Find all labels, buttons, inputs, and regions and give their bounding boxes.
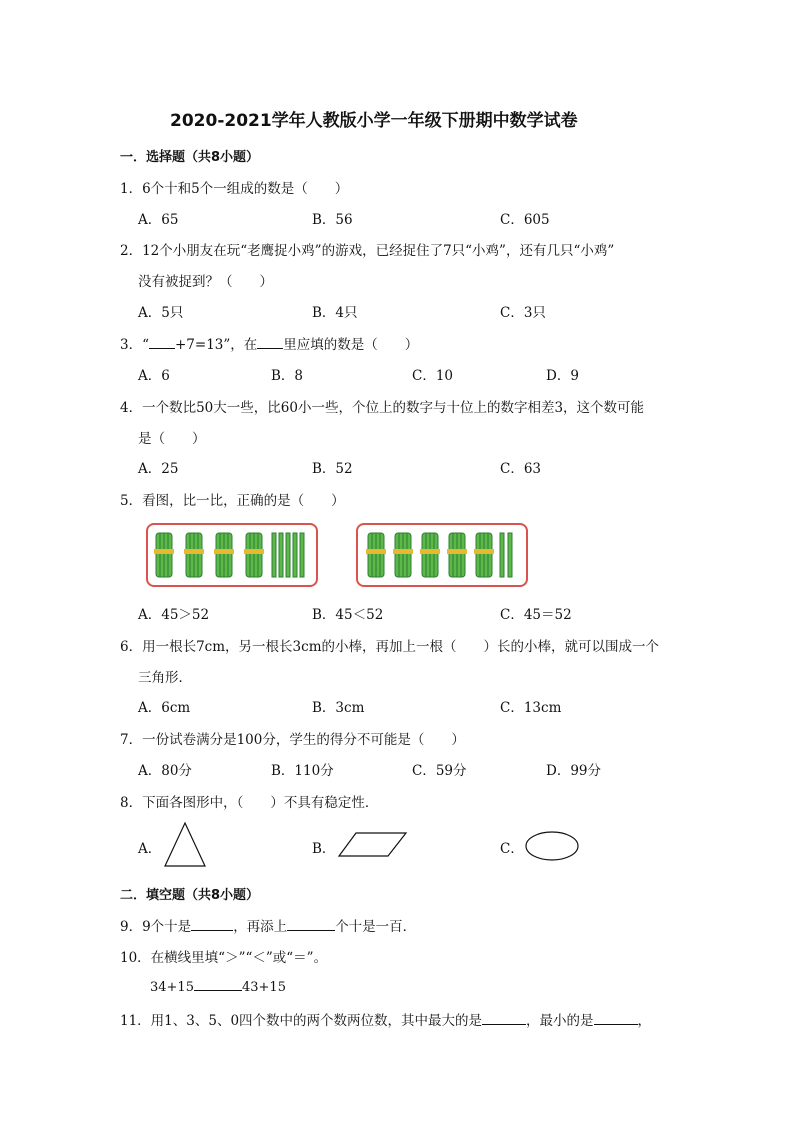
q8-option-a[interactable]: A． — [138, 841, 162, 857]
q4-option-b[interactable]: B．52 — [312, 461, 353, 477]
bundle-of-ten — [393, 533, 413, 577]
q1-option-a[interactable]: A．65 — [138, 212, 179, 228]
q9-blank-2[interactable] — [287, 917, 335, 931]
q9-blank-1[interactable] — [191, 917, 233, 931]
question-5: 5．看图，比一比，正确的是（ ） — [120, 493, 345, 509]
triangle-shape — [164, 822, 206, 868]
q7-option-b[interactable]: B．110分 — [271, 763, 334, 779]
q6-option-c[interactable]: C．13cm — [500, 700, 562, 716]
q11-blank-1[interactable] — [482, 1011, 526, 1025]
question-6-line1: 6．用一根长7cm，另一根长3cm的小棒，再加上一根（ ）长的小棒，就可以围成一个 — [120, 639, 659, 655]
single-stick — [286, 533, 290, 577]
picture-45-sticks — [146, 523, 318, 587]
single-stick — [500, 533, 504, 577]
q11-blank-2[interactable] — [594, 1011, 638, 1025]
single-stick — [279, 533, 283, 577]
q8-option-b[interactable]: B． — [312, 841, 336, 857]
question-8: 8．下面各图形中，（ ）不具有稳定性． — [120, 795, 379, 811]
q11-text-1: 11．用1、3、5、0四个数中的两个数两位数，其中最大的是 — [120, 1013, 483, 1029]
q5-option-b[interactable]: B．45＜52 — [312, 607, 384, 623]
parallelogram-shape — [338, 832, 408, 858]
q3-text-1: 3．“ — [120, 337, 149, 353]
q10-comparison — [150, 977, 286, 995]
bundle-of-ten — [244, 533, 264, 577]
q9-text-2: ，再添上 — [233, 919, 288, 935]
page-title: 2020-2021学年人教版小学一年级下册期中数学试卷 — [170, 111, 578, 131]
bundle-of-ten — [184, 533, 204, 577]
question-4-line2: 是（ ） — [138, 431, 206, 447]
q3-text-2: +7=13”，在 — [175, 337, 258, 353]
q3-option-b[interactable]: B．8 — [271, 368, 304, 384]
q10-left-expression: 34+15 — [150, 980, 194, 995]
ellipse-shape — [524, 830, 580, 862]
q6-option-a[interactable]: A．6cm — [138, 700, 191, 716]
bundles-52-illustration — [358, 525, 526, 585]
q9-text-1: 9．9个十是 — [120, 919, 192, 935]
q4-option-a[interactable]: A．25 — [138, 461, 179, 477]
question-11 — [120, 1009, 651, 1029]
q7-option-a[interactable]: A．80分 — [138, 763, 192, 779]
q4-option-c[interactable]: C．63 — [500, 461, 542, 477]
bundle-of-ten — [447, 533, 467, 577]
bundle-of-ten — [154, 533, 174, 577]
q6-option-b[interactable]: B．3cm — [312, 700, 365, 716]
question-10: 10．在横线里填“＞”“＜”或“＝”。 — [120, 950, 328, 966]
q3-blank-1[interactable] — [149, 335, 175, 349]
question-2-line1: 2．12个小朋友在玩“老鹰捉小鸡”的游戏，已经捉住了7只“小鸡”，还有几只“小鸡” — [120, 243, 615, 259]
single-stick — [300, 533, 304, 577]
bundles-45-illustration — [148, 525, 316, 585]
q5-option-a[interactable]: A．45＞52 — [138, 607, 210, 623]
q7-option-c[interactable]: C．59分 — [412, 763, 467, 779]
bundle-of-ten — [474, 533, 494, 577]
q2-option-b[interactable]: B．4只 — [312, 305, 358, 321]
question-6-line2: 三角形． — [138, 670, 192, 686]
q2-option-a[interactable]: A．5只 — [138, 305, 184, 321]
q7-option-d[interactable]: D．99分 — [546, 763, 602, 779]
bundle-of-ten — [366, 533, 386, 577]
q11-text-2: ，最小的是 — [526, 1013, 594, 1029]
q1-option-c[interactable]: C．605 — [500, 212, 550, 228]
q1-option-b[interactable]: B．56 — [312, 212, 353, 228]
q10-right-expression: 43+15 — [241, 980, 286, 995]
question-2-line2: 没有被捉到？（ ） — [138, 274, 273, 290]
question-7: 7．一份试卷满分是100分，学生的得分不可能是（ ） — [120, 732, 465, 748]
q3-blank-2[interactable] — [257, 335, 283, 349]
single-stick — [508, 533, 512, 577]
picture-52-sticks — [356, 523, 528, 587]
section-heading-fill: 二．填空题（共8小题） — [120, 888, 260, 903]
q2-option-c[interactable]: C．3只 — [500, 305, 546, 321]
question-9 — [120, 915, 416, 935]
question-1: 1．6个十和5个一组成的数是（ ） — [120, 181, 349, 197]
question-4-line1: 4．一个数比50大一些，比60小一些，个位上的数字与十位上的数字相差3，这个数可能 — [120, 400, 645, 416]
q10-blank[interactable] — [194, 977, 242, 991]
single-stick — [293, 533, 297, 577]
bundle-of-ten — [420, 533, 440, 577]
q11-text-3: ， — [637, 1013, 652, 1029]
bundle-of-ten — [214, 533, 234, 577]
single-stick — [272, 533, 276, 577]
q3-option-d[interactable]: D．9 — [546, 368, 579, 384]
q5-option-c[interactable]: C．45＝52 — [500, 607, 572, 623]
q8-option-c[interactable]: C． — [500, 841, 524, 857]
section-heading-choice: 一．选择题（共8小题） — [120, 150, 260, 165]
q3-text-3: 里应填的数是（ ） — [283, 337, 419, 353]
q3-option-c[interactable]: C．10 — [412, 368, 454, 384]
q9-text-3: 个十是一百． — [335, 919, 417, 935]
question-3 — [120, 333, 418, 353]
q3-option-a[interactable]: A．6 — [138, 368, 170, 384]
